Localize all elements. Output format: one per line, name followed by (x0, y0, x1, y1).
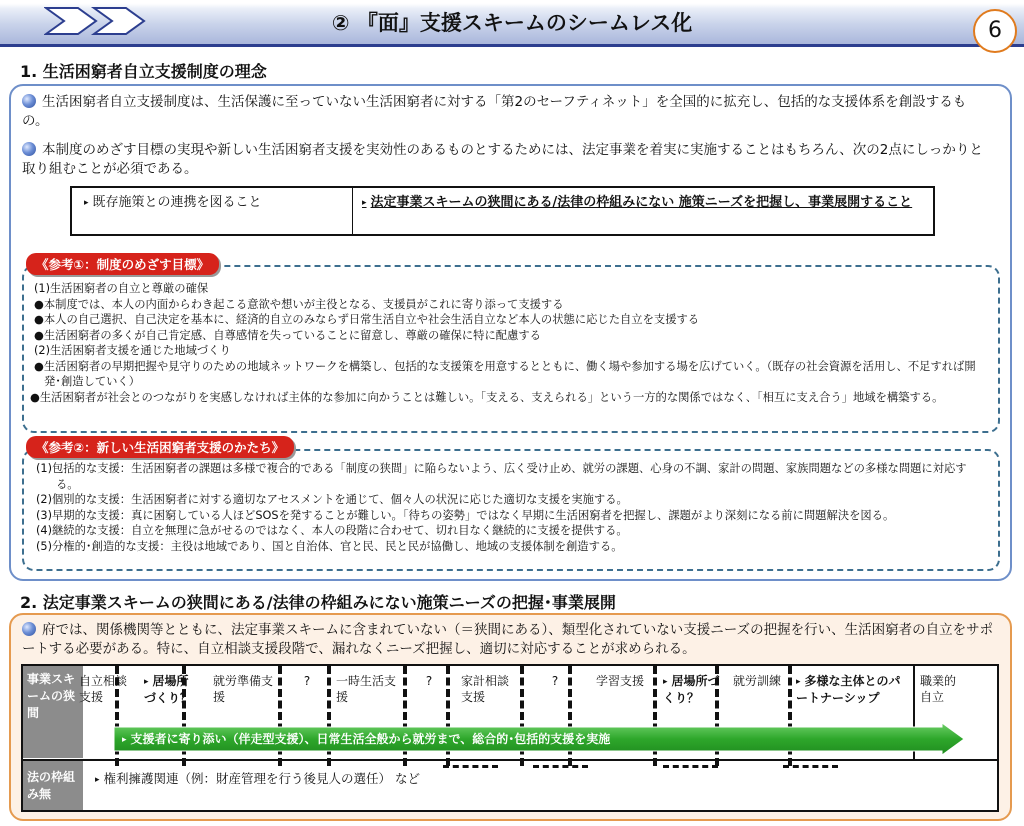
scheme-cell: 学習支援 (596, 674, 645, 688)
ref2-line: (3)早期的な支援：真に困窮している人ほどSOSを発することが難しい。「待ちの姿勢」ではなく早期に生活困窮者を把握し、課題がより深刻になる前に問題解決を図る。 (36, 508, 895, 522)
section1-title: 1. 生活困窮者自立支援制度の理念 (20, 62, 267, 81)
ref1-line: ●生活困窮者の早期把握や見守りのための地域ネットワークを構築し、包括的な支援策を用意するとともに、働く場や参加する場を広げていく。（既存の社会資源を活用し、不足すれば開発･創造していく） (34, 359, 976, 388)
ref2-content (36, 461, 986, 554)
ref1-line: ●生活困窮者の多くが自己肯定感、自尊感情を失っていることに留意し、尊厳の確保に特に配慮する (34, 328, 541, 342)
dashed-segment (663, 765, 718, 768)
blue-bullet-icon (22, 142, 36, 156)
blue-bullet-icon (22, 94, 36, 108)
section2-paragraph: 府では、関係機関等とともに、法定事業スキームに含まれていない（＝狭間にある）、類型化されていない支援ニーズの把握を行い、生活困窮者の自立をサポートする必要がある。特に、自立相談支援段階で、漏れなくニーズ把握し、適切に対応することが求められる。 (22, 622, 994, 657)
section1-paragraph-1: 生活困窮者自立支援制度は、生活保護に至っていない生活困窮者に対する「第2のセーフティネット」を全国的に拡充し、包括的な支援体系を創設するもの。 (22, 94, 967, 129)
triangle-bullet-icon: ▸ (84, 198, 89, 208)
dashed-segment (443, 765, 498, 768)
triangle-bullet-icon: ▸ (663, 677, 668, 687)
scheme-cell: ▸ 居場所づくり？ (144, 674, 193, 705)
blue-bullet-icon (22, 622, 36, 636)
support-arrow-label: ▸ 支援者に寄り添い（伴走型支援）、日常生活全般から就労まで、総合的･包括的支援を実施 (122, 732, 611, 746)
dashed-segment (783, 765, 838, 768)
scheme-cell: ▸ 居場所づくり？ (663, 674, 720, 705)
scheme-cell: 就労訓練 (733, 674, 782, 688)
ref1-tag: 《参考①：制度のめざす目標》 (26, 253, 219, 275)
triangle-bullet-icon: ▸ (362, 198, 367, 208)
triangle-bullet-icon: ▸ (796, 677, 801, 687)
scheme-cell: ? (303, 674, 311, 688)
row-divider (23, 759, 997, 761)
scheme-cell: 一時生活支援 (336, 674, 397, 704)
scheme-cell: 職業的自立 (920, 674, 957, 704)
ref1-line: ●本人の自己選択、自己決定を基本に、経済的自立のみならず日常生活自立や社会生活自立など本人の状態に応じた自立を支援する (34, 313, 700, 326)
page-title: ② 『面』支援スキームのシームレス化 (331, 11, 693, 35)
chevron-arrows-icon (44, 6, 154, 36)
scheme-cell: ? (551, 674, 559, 688)
page-number-badge: 6 (973, 9, 1017, 53)
row2-content: ▸ 権利擁護関連（例：財産管理を行う後見人の選任） など (95, 771, 421, 786)
table-divider (352, 188, 353, 234)
scheme-cell: ? (425, 674, 433, 688)
table-cell-right: ▸ 法定事業スキームの狭間にある/法律の枠組みにない 施策ニーズを把握し、事業展開すること (362, 195, 913, 210)
ref2-tag: 《参考②：新しい生活困窮者支援のかたち》 (26, 436, 294, 458)
ref1-line: (2)生活困窮者支援を通じた地域づくり (34, 344, 231, 357)
section2-title: 2. 法定事業スキームの狭間にある/法律の枠組みにない施策ニーズの把握･事業展開 (20, 593, 616, 612)
scheme-cell: ▸ 多様な主体とのパートナーシップ (796, 674, 901, 705)
ref2-line: (4)継続的な支援：自立を無理に急がせるのではなく、本人の段階に合わせて、切れ目なく継続的に支援を提供する。 (36, 524, 628, 537)
triangle-bullet-icon: ▸ (95, 775, 100, 785)
ref1-line: ●生活困窮者が社会とのつながりを実感しなければ主体的な参加に向かうことは難しい。「支える、支えられる」という一方的な関係ではなく、「相互に支え合う」地域を構築する。 (30, 390, 944, 404)
scheme-cell: 就労準備支援 (213, 674, 274, 704)
triangle-bullet-icon: ▸ (144, 677, 149, 687)
ref2-line: (5)分権的･創造的な支援：主役は地域であり、国と自治体、官と民、民と民が協働し、地域の支援体制を創造する。 (36, 539, 623, 553)
scheme-cell: 家計相談支援 (461, 674, 510, 704)
focus-table (70, 186, 935, 236)
ref1-line: (1)生活困窮者の自立と尊厳の確保 (34, 282, 209, 295)
scheme-cell: 自立相談支援 (79, 674, 128, 704)
row1-header: 事業スキームの狭間 (27, 672, 76, 720)
ref2-line: (1)包括的な支援：生活困窮者の課題は多様で複合的である「制度の狭間」に陥らないよう、広く受け止め、就労の課題、心身の不調、家計の問題、家族問題などの多様な問題に対応する。 (36, 462, 967, 491)
ref1-content (30, 281, 986, 405)
triangle-bullet-icon: ▸ (122, 735, 127, 745)
dashed-segment (533, 765, 588, 768)
ref1-line: ●本制度では、本人の内面からわき起こる意欲や想いが主役となる、支援員がこれに寄り添って支援する (34, 297, 564, 311)
section1-paragraph-2: 本制度のめざす目標の実現や新しい生活困窮者支援を実効性のあるものとするためには、法定事業を着実に実施することはもちろん、次の2点にしっかりと取り組むことが必須である。 (22, 142, 983, 177)
table-cell-left: ▸ 既存施策との連携を図ること (84, 195, 262, 210)
row2-header: 法の枠組み無 (27, 770, 76, 801)
ref2-line: (2)個別的な支援：生活困窮者に対する適切なアセスメントを通じて、個々人の状況に応じた適切な支援を実施する。 (36, 493, 628, 506)
